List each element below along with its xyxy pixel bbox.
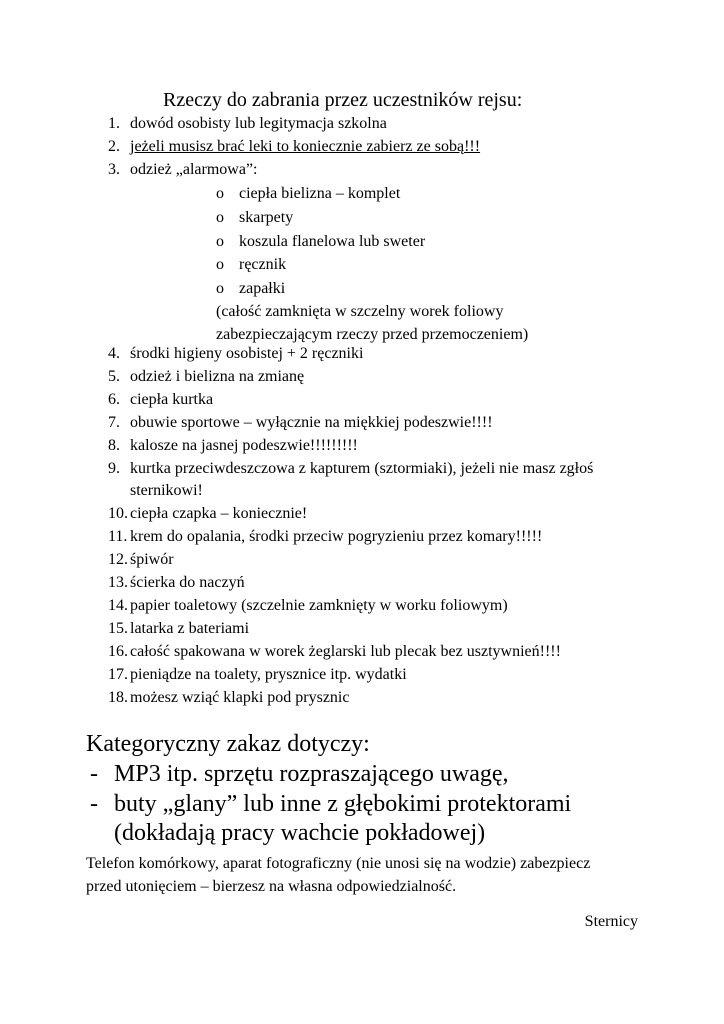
bullet-icon: o [216, 233, 224, 250]
item-number: 18. [108, 689, 128, 706]
item-text: możesz wziąć klapki pod prysznic [130, 689, 350, 706]
sub-note-line: (całość zamknięta w szczelny worek foliowy [216, 303, 504, 320]
ban-item-text: buty „glany” lub inne z głębokimi protektorami [114, 791, 572, 817]
page-title: Rzeczy do zabrania przez uczestników rejsu: [163, 89, 523, 111]
item-text: papier toaletowy (szczelnie zamknięty w worku foliowym) [130, 597, 508, 614]
item-text: kalosze na jasnej podeszwie!!!!!!!!! [130, 437, 358, 454]
phone-note [86, 852, 590, 898]
phone-note-line: przed utonięciem – bierzesz na własna odpowiedzialność. [86, 878, 457, 895]
item-number: 5. [108, 368, 120, 385]
item-continuation: sternikowi! [130, 482, 203, 499]
sub-item-text: ręcznik [239, 256, 287, 273]
item-number: 16. [108, 643, 128, 660]
item-text: środki higieny osobistej + 2 ręczniki [130, 345, 364, 362]
item-number: 11. [108, 528, 128, 545]
item-text: ścierka do naczyń [130, 574, 245, 591]
phone-note-line: Telefon komórkowy, aparat fotograficzny (nie unosi się na wodzie) zabezpiecz [86, 855, 591, 872]
item-number: 14. [108, 597, 128, 614]
ban-heading: Kategoryczny zakaz dotyczy: [86, 731, 370, 757]
item-number: 17. [108, 666, 128, 683]
bullet-icon: o [216, 256, 224, 273]
signature: Sternicy [584, 913, 638, 930]
item-number: 3. [108, 161, 120, 178]
item-number: 2. [108, 138, 120, 155]
item-text: odzież i bielizna na zmianę [130, 368, 305, 385]
sub-item-text: ciepła bielizna – komplet [239, 185, 401, 202]
bullet-icon: o [216, 185, 224, 202]
item-text: kurtka przeciwdeszczowa z kapturem (sztormiaki), jeżeli nie masz zgłoś [130, 460, 594, 477]
item-number: 12. [108, 551, 128, 568]
item-number: 4. [108, 345, 120, 362]
item-number: 1. [108, 115, 120, 132]
item-number: 13. [108, 574, 128, 591]
item-text: odzież „alarmowa”: [130, 161, 258, 178]
bullet-icon: o [216, 209, 224, 226]
item-number: 8. [108, 437, 120, 454]
dash-bullet: - [90, 791, 98, 817]
dash-bullet: - [90, 761, 98, 787]
item-text: ciepła kurtka [130, 391, 214, 408]
item-number: 7. [108, 414, 120, 431]
item-text: śpiwór [130, 551, 174, 568]
sub-note [216, 300, 528, 346]
item-text: dowód osobisty lub legitymacja szkolna [130, 115, 387, 132]
item-number: 6. [108, 391, 120, 408]
item-text: pieniądze na toalety, prysznice itp. wydatki [130, 666, 407, 683]
item-text: krem do opalania, środki przeciw pogryzieniu przez komary!!!!! [130, 528, 543, 545]
sub-item-text: skarpety [239, 209, 294, 226]
bullet-icon: o [216, 280, 224, 297]
item-number: 9. [108, 460, 120, 477]
item-number: 10. [108, 505, 128, 522]
item-text: obuwie sportowe – wyłącznie na miękkiej podeszwie!!!! [130, 414, 493, 431]
sub-item-text: koszula flanelowa lub sweter [239, 233, 426, 250]
sub-note-line: zabezpieczającym rzeczy przed przemoczeniem) [216, 326, 529, 343]
item-text: ciepła czapka – koniecznie! [130, 505, 308, 522]
ban-continuation: (dokładają pracy wachcie pokładowej) [114, 820, 486, 846]
ban-item-text: MP3 itp. sprzętu rozpraszającego uwagę, [114, 761, 509, 787]
item-text: całość spakowana w worek żeglarski lub plecak bez usztywnień!!!! [130, 643, 561, 660]
item-number: 15. [108, 620, 128, 637]
sub-item-text: zapałki [239, 280, 286, 297]
item-text: latarka z bateriami [130, 620, 250, 637]
item-text: jeżeli musisz brać leki to koniecznie zabierz ze sobą!!! [130, 138, 481, 155]
